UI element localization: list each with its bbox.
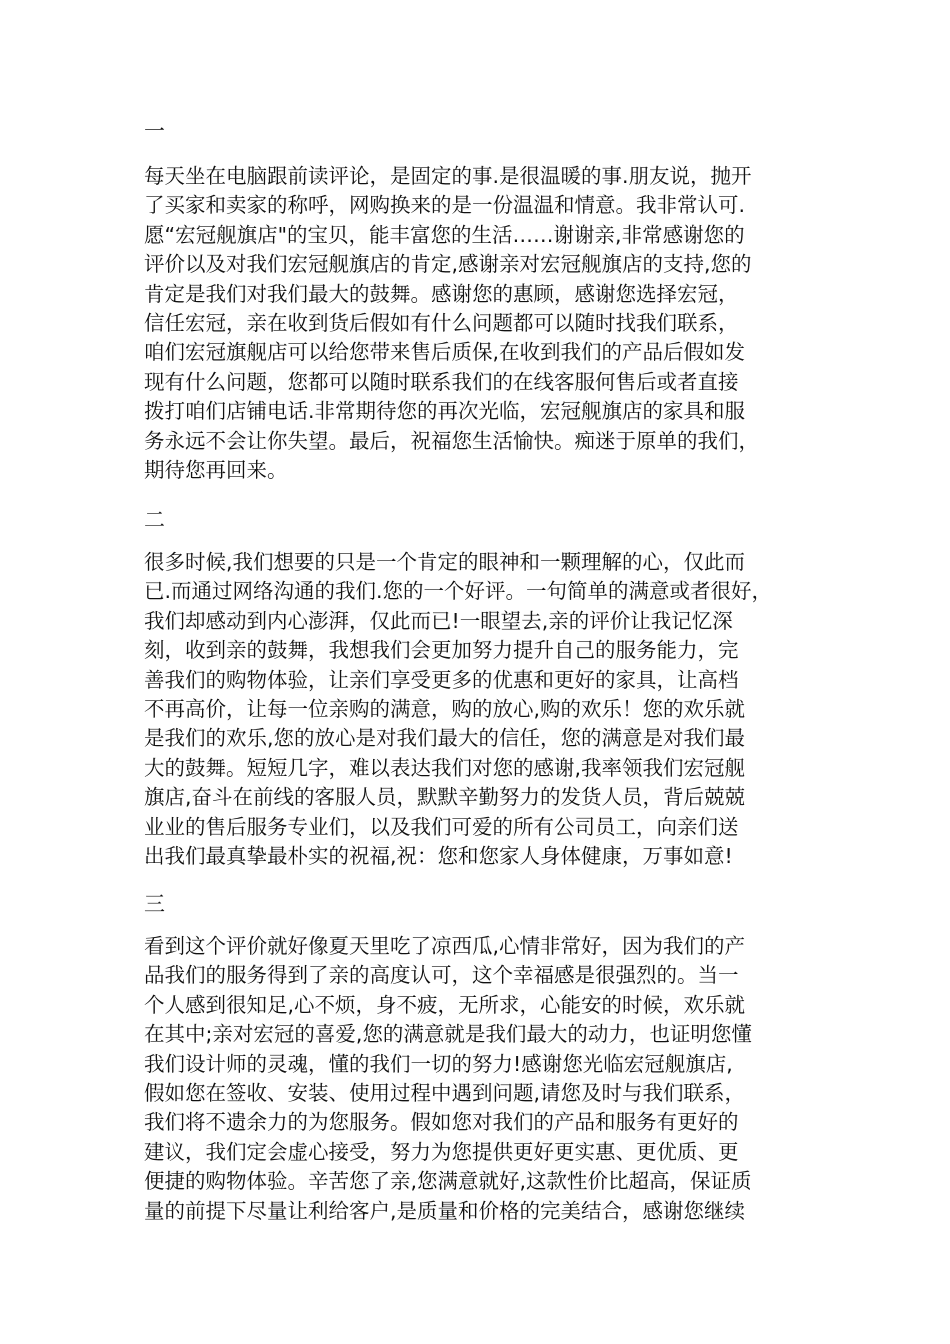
paragraph-line: 拨打咱们店铺电话.非常期待您的再次光临，宏冠舰旗店的家具和服 <box>144 399 746 424</box>
section-2-paragraph <box>144 548 824 871</box>
paragraph-line: 信任宏冠，亲在收到货后假如有什么问题都可以随时找我们联系， <box>144 310 739 335</box>
paragraph-line: 期待您再回来。 <box>144 457 288 482</box>
paragraph-line: 出我们最真挚最朴实的祝福,祝：您和您家人身体健康，万事如意! <box>144 843 733 868</box>
paragraph-line: 务永远不会让你失望。最后，祝福您生活愉快。痴迷于原单的我们， <box>144 428 759 453</box>
paragraph-line: 个人感到很知足,心不烦，身不疲，无所求，心能安的时候，欢乐就 <box>144 992 746 1017</box>
paragraph-line: 我们却感动到内心澎湃，仅此而已!一眼望去,亲的评价让我记忆深 <box>144 608 733 633</box>
paragraph-line: 了买家和卖家的称呼，网购换来的是一份温温和情意。我非常认可. <box>144 193 746 218</box>
paragraph-line: 刻，收到亲的鼓舞，我想我们会更加努力提升自己的服务能力，完 <box>144 638 739 663</box>
paragraph-line: 善我们的购物体验，让亲们享受更多的优惠和更好的家具，让高档 <box>144 667 739 692</box>
paragraph-line: 是我们的欢乐,您的放心是对我们最大的信任，您的满意是对我们最 <box>144 726 746 751</box>
paragraph-line: 评价以及对我们宏冠舰旗店的肯定,感谢亲对宏冠舰旗店的支持,您的 <box>144 252 752 277</box>
paragraph-line: 便捷的购物体验。辛苦您了亲,您满意就好,这款性价比超高，保证质 <box>144 1169 752 1194</box>
paragraph-line: 建议，我们定会虚心接受，努力为您提供更好更实惠、更优质、更 <box>144 1139 739 1164</box>
paragraph-line: 咱们宏冠旗舰店可以给您带来售后质保,在收到我们的产品后假如发 <box>144 340 746 365</box>
paragraph-line: 我们设计师的灵魂，懂的我们一切的努力!感谢您光临宏冠舰旗店, <box>144 1051 733 1076</box>
paragraph-line: 假如您在签收、安装、使用过程中遇到问题,请您及时与我们联系， <box>144 1080 746 1105</box>
section-1-paragraph <box>144 162 824 485</box>
paragraph-line: 每天坐在电脑跟前读评论，是固定的事.是很温暖的事.朋友说，抛开 <box>144 164 752 188</box>
section-heading-3: 三 <box>144 892 165 916</box>
paragraph-line: 肯定是我们对我们最大的鼓舞。感谢您的惠顾，感谢您选择宏冠， <box>144 281 739 306</box>
paragraph-line: 看到这个评价就好像夏天里吃了凉西瓜,心情非常好，因为我们的产 <box>144 934 746 958</box>
paragraph-line: 品我们的服务得到了亲的高度认可，这个幸福感是很强烈的。当一 <box>144 963 739 988</box>
paragraph-line: 量的前提下尽量让利给客户,是质量和价格的完美结合，感谢您继续 <box>144 1198 746 1223</box>
paragraph-line: 我们将不遗余力的为您服务。假如您对我们的产品和服务有更好的 <box>144 1110 739 1135</box>
section-3-paragraph <box>144 932 824 1226</box>
paragraph-line: 旗店,奋斗在前线的客服人员，默默辛勤努力的发货人员，背后兢兢 <box>144 785 746 810</box>
paragraph-line: 业业的售后服务专业们，以及我们可爱的所有公司员工，向亲们送 <box>144 814 739 839</box>
paragraph-line: 在其中;亲对宏冠的喜爱,您的满意就是我们最大的动力，也证明您懂 <box>144 1022 752 1047</box>
paragraph-line: 已.而通过网络沟通的我们.您的一个好评。一句简单的满意或者很好， <box>144 579 773 604</box>
paragraph-line: 大的鼓舞。短短几字，难以表达我们对您的感谢,我率领我们宏冠舰 <box>144 755 746 780</box>
section-heading-2: 二 <box>144 508 165 532</box>
paragraph-line: 不再高价，让每一位亲购的满意，购的放心,购的欢乐！您的欢乐就 <box>144 696 746 721</box>
section-heading-1: 一 <box>144 119 165 143</box>
paragraph-line: 现有什么问题，您都可以随时联系我们的在线客服何售后或者直接 <box>144 369 739 394</box>
paragraph-line: 很多时候,我们想要的只是一个肯定的眼神和一颗理解的心，仅此而 <box>144 550 746 574</box>
paragraph-line: 愿“宏冠舰旗店"的宝贝，能丰富您的生活……谢谢亲,非常感谢您的 <box>144 222 745 247</box>
